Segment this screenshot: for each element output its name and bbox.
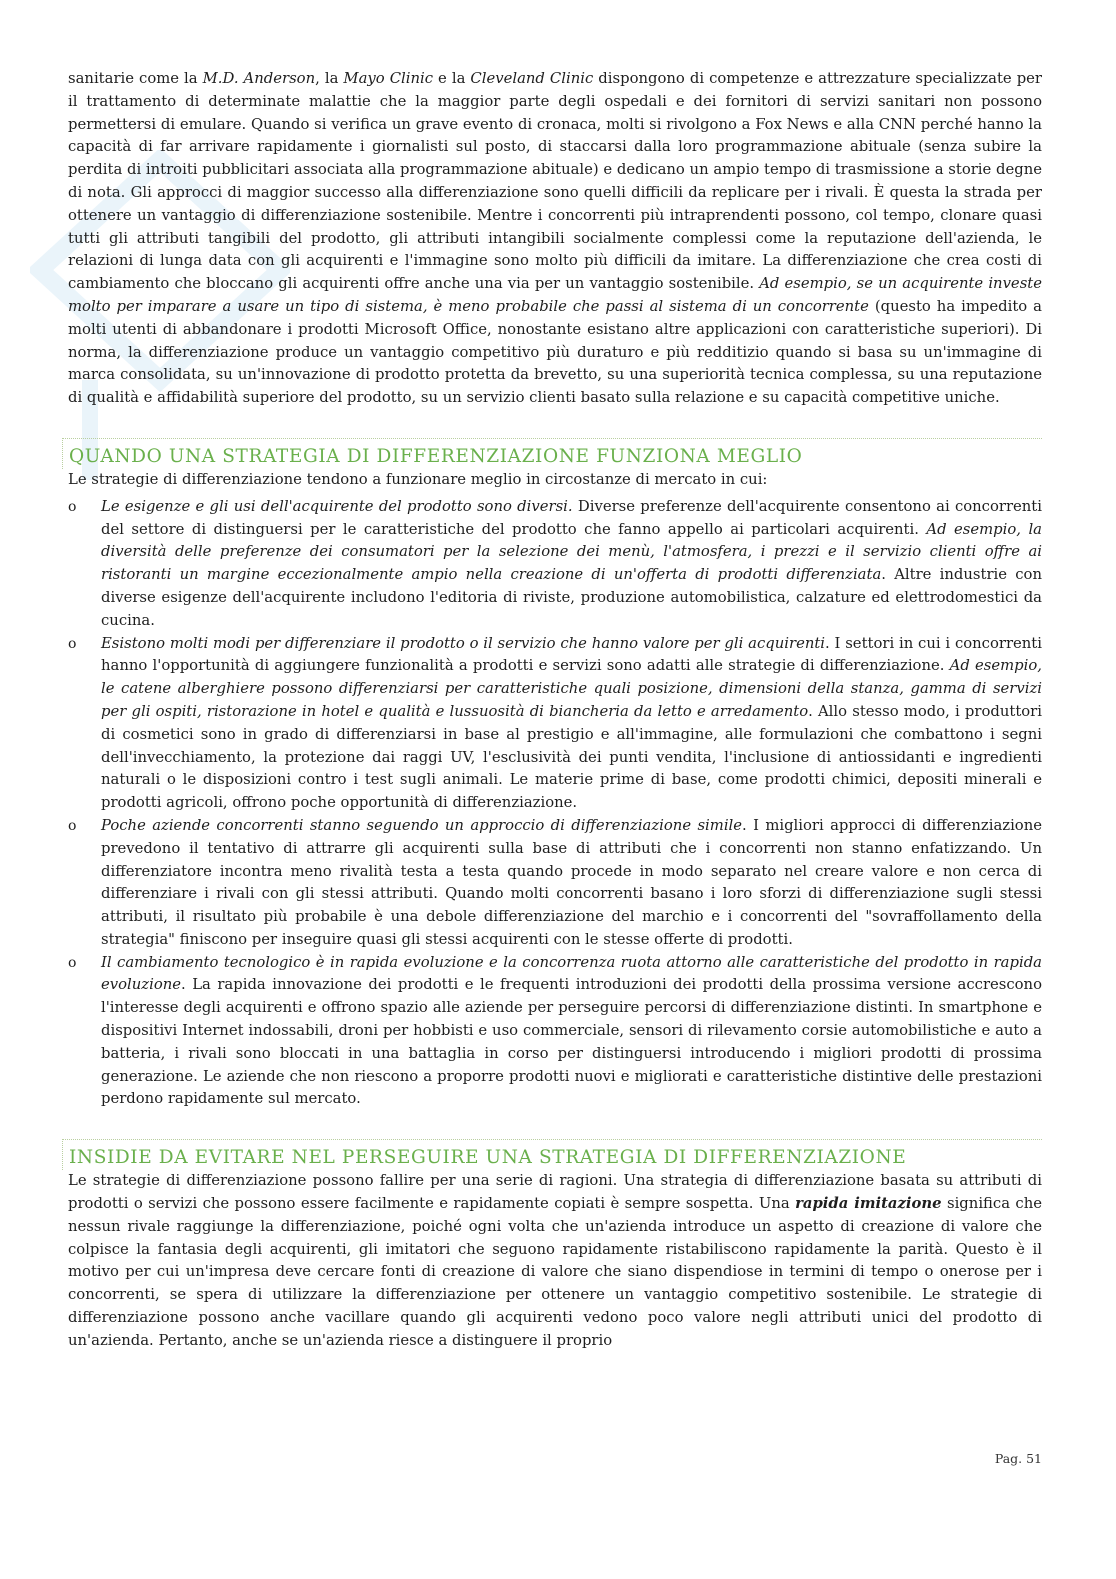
section-heading: QUANDO UNA STRATEGIA DI DIFFERENZIAZIONE FUNZIONA MEGLIO — [69, 445, 803, 467]
section-pitfalls — [68, 1139, 1042, 1352]
list-item: o Poche aziende concorrenti stanno seguendo un approccio di differenziazione simile. I migliori approcci di differenziazione prevedono il tentativo di attrarre gli acquirenti sulla base di attributi che i concorrenti non stanno enfatizzando. Un differenziatore incontra meno rivalità testa a testa quando procede in modo separato nel creare valore e non cerca di differenziare i rivali con gli stessi attributi. Quando molti concorrenti basano i loro sforzi di differenziazione sugli stessi attributi, il risultato più probabile è una debole differenziazione del marchio e i concorrenti del "sovraffollamento della strategia" finiscono per inseguire quasi gli stessi acquirenti con le stesse offerte di prodotti. — [68, 816, 1042, 948]
bullet-marker: o — [68, 817, 77, 834]
section-heading: INSIDIE DA EVITARE NEL PERSEGUIRE UNA STRATEGIA DI DIFFERENZIAZIONE — [69, 1147, 907, 1169]
section-heading-box — [62, 438, 1042, 469]
page-number: Pag. 51 — [994, 1451, 1042, 1466]
section-when-differentiation-works — [68, 438, 1042, 1111]
bullet-marker: o — [68, 635, 77, 652]
conditions-list — [68, 496, 1042, 1112]
list-item: o Le esigenze e gli usi dell'acquirente del prodotto sono diversi. Diverse preferenze dell'acquirente consentono ai concorrenti del settore di distinguersi per le caratteristiche del prodotto che fanno appello ai particolari acquirenti. Ad esempio, la diversità delle preferenze dei consumatori per la selezione dei menù, l'atmosfera, i prezzi e il servizio clienti offre ai ristoranti un margine eccezionalmente ampio nella creazione di un'offerta di prodotti differenziata. Altre industrie con diverse esigenze dell'acquirente includono l'editoria di riviste, produzione automobilistica, calzature ed elettrodomestici da cucina. — [68, 497, 1042, 629]
bullet-marker: o — [68, 498, 77, 515]
list-item: o Il cambiamento tecnologico è in rapida evoluzione e la concorrenza ruota attorno alle caratteristiche del prodotto in rapida evoluzione. La rapida innovazione dei prodotti e le frequenti introduzioni dei prodotti della prossima versione accrescono l'interesse degli acquirenti e offrono spazio alle aziende per perseguire percorsi di differenziazione distinti. In smartphone e dispositivi Internet indossabili, droni per hobbisti e uso commerciale, sensori di rilevamento corsie automobilistiche e auto a batteria, i rivali sono bloccati in una battaglia in corso per distinguersi introducendo i migliori prodotti di prossima generazione. Le aziende che non riescono a proporre prodotti nuovi e migliorati e caratteristiche distintive delle prestazioni perdono rapidamente sul mercato. — [68, 953, 1042, 1108]
section-intro: Le strategie di differenziazione tendono a funzionare meglio in circostanze di mercato in cui: — [68, 470, 768, 488]
intro-paragraph: sanitarie come la M.D. Anderson, la Mayo Clinic e la Cleveland Clinic dispongono di competenze e attrezzature specializzate per il trattamento di determinate malattie che la maggior parte degli ospedali e dei fornitori di servizi sanitari non possono permettersi di emulare. Quando si verifica un grave evento di cronaca, molti si rivolgono a Fox News e alla CNN perché hanno la capacità di far arrivare rapidamente i giornalisti sul posto, di staccarsi dalla loro programmazione abituale (senza subire la perdita di introiti pubblicitari associata alla programmazione abituale) e dedicano un ampio tempo di trasmissione a storie degne di nota. Gli approcci di maggior successo alla differenziazione sono quelli difficili da replicare per i rivali. È questa la strada per ottenere un vantaggio di differenziazione sostenibile. Mentre i concorrenti più intraprendenti possono, col tempo, clonare quasi tutti gli attributi tangibili del prodotto, gli attributi intangibili socialmente complessi come la reputazione dell'azienda, le relazioni di lunga data con gli acquirenti e l'immagine sono molto più difficili da imitare. La differenziazione che crea costi di cambiamento che bloccano gli acquirenti offre anche una via per un vantaggio sostenibile. Ad esempio, se un acquirente investe molto per imparare a usare un tipo di sistema, è meno probabile che passi al sistema di un concorrente (questo ha impedito a molti utenti di abbandonare i prodotti Microsoft Office, nonostante esistano altre applicazioni con caratteristiche superiori). Di norma, la differenziazione produce un vantaggio competitivo più duraturo e più redditizio quando si basa su un'immagine di marca consolidata, su un'innovazione di prodotto protetta da brevetto, su una superiorità tecnica complessa, su una reputazione di qualità e affidabilità superiore del prodotto, su un servizio clienti basato sulla relazione e su capacità competitive uniche. — [68, 70, 1043, 407]
section-heading-box — [62, 1139, 1042, 1170]
bullet-marker: o — [68, 954, 77, 971]
pitfalls-paragraph: Le strategie di differenziazione possono fallire per una serie di ragioni. Una strategia di differenziazione basata su attributi di prodotti o servizi che possono essere facilmente e rapidamente copiati è sempre sospetta. Una rapida imitazione significa che nessun rivale raggiunge la differenziazione, poiché ogni volta che un'azienda introduce un aspetto di creazione di valore che colpisce la fantasia degli acquirenti, gli imitatori che seguono rapidamente ristabiliscono rapidamente la parità. Questo è il motivo per cui un'impresa deve cercare fonti di creazione di valore che siano dispendiose in termini di tempo o onerose per i concorrenti, se spera di utilizzare la differenziazione per ottenere un vantaggio competitivo sostenibile. Le strategie di differenziazione possono anche vacillare quando gli acquirenti vedono poco valore negli attributi unici del prodotto di un'azienda. Pertanto, anche se un'azienda riesce a distinguere il proprio — [68, 1172, 1042, 1349]
list-item: o Esistono molti modi per differenziare il prodotto o il servizio che hanno valore per gli acquirenti. I settori in cui i concorrenti hanno l'opportunità di aggiungere funzionalità a prodotti e servizi sono adatti alle strategie di differenziazione. Ad esempio, le catene alberghiere possono differenziarsi per caratteristiche quali posizione, dimensioni della stanza, gamma di servizi per gli ospiti, ristorazione in hotel e qualità e lussuosità di biancheria da letto e arredamento. Allo stesso modo, i produttori di cosmetici sono in grado di differenziarsi in base al prestigio e all'immagine, alle formulazioni che combattono i segni dell'invecchiamento, la protezione dai raggi UV, l'esclusività dei punti vendita, l'inclusione di antiossidanti e ingredienti naturali o le disposizioni contro i test sugli animali. Le materie prime di base, come prodotti chimici, depositi minerali e prodotti agricoli, offrono poche opportunità di differenziazione. — [68, 634, 1042, 812]
document-page — [68, 68, 1042, 1353]
